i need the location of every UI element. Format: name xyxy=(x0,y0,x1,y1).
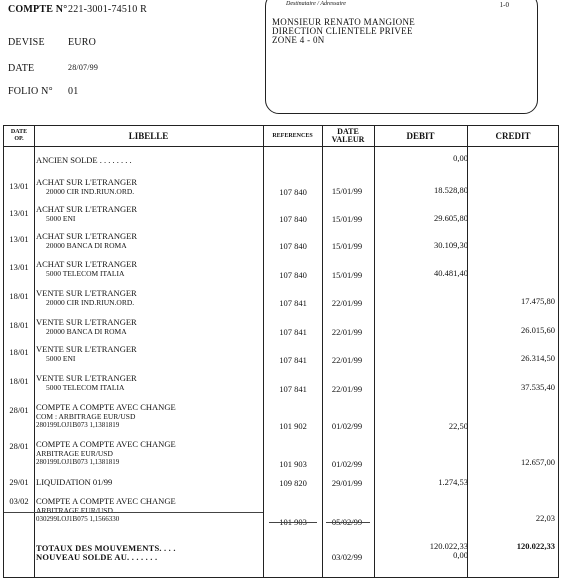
row-value-date: 29/01/99 xyxy=(331,478,363,488)
row-debit: 40.481,40 xyxy=(434,268,468,278)
statement-date-value: 28/07/99 xyxy=(68,63,99,72)
row-value-date: 15/01/99 xyxy=(331,214,363,224)
totals-credit: 120.022,33 xyxy=(516,541,555,551)
row-value-date: 01/02/99 xyxy=(331,459,363,469)
address-line-3: ZONE 4 - 0N xyxy=(272,35,325,45)
row-value-date: 15/01/99 xyxy=(331,186,363,196)
statement-date-label: DATE xyxy=(8,63,35,74)
currency xyxy=(8,37,97,48)
transactions-table xyxy=(3,125,559,578)
col-divider xyxy=(34,126,35,577)
totals-label: TOTAUX DES MOUVEMENTS. . . . xyxy=(36,543,176,553)
row-description: ACHAT SUR L'ETRANGER xyxy=(36,231,138,241)
currency-value: EURO xyxy=(68,37,97,48)
row-description: VENTE SUR L'ETRANGER xyxy=(36,373,137,383)
recipient-tag: Destinataire / Adressaire xyxy=(286,1,346,7)
col-header-date-valeur: DATE VALEUR xyxy=(331,127,365,144)
row-reference: 107 841 xyxy=(279,384,307,394)
account-number xyxy=(8,4,148,15)
col-header-references: REFERENCES xyxy=(272,132,313,139)
folio-label: FOLIO N° xyxy=(8,86,53,97)
row-description: COMPTE A COMPTE AVEC CHANGE xyxy=(36,439,176,449)
row-description-detail: 5000 ENI xyxy=(46,354,76,363)
row-reference: 101 902 xyxy=(279,421,307,431)
account-number-value: 221-3001-74510 R xyxy=(68,4,148,15)
row-date: 18/01 xyxy=(9,376,29,386)
row-debit: 29.605,80 xyxy=(434,213,468,223)
row-description-detail: COM : ARBITRAGE EUR/USD xyxy=(36,412,136,421)
row-description-detail: ARBITRAGE EUR/USD xyxy=(36,506,113,515)
row-credit: 26.015,60 xyxy=(521,325,555,335)
row-credit: 22,03 xyxy=(535,513,555,523)
new-balance-label: NOUVEAU SOLDE AU. . . . . . . xyxy=(36,552,158,562)
row-value-date: 22/01/99 xyxy=(331,355,363,365)
statement-date xyxy=(8,63,99,74)
row-date: 28/01 xyxy=(9,441,29,451)
row-description-ref: 030299LOJ1B075 1,1566330 xyxy=(36,515,120,523)
new-balance-date: 03/02/99 xyxy=(331,552,363,562)
row-date: 13/01 xyxy=(9,181,29,191)
row-description: LIQUIDATION 01/99 xyxy=(36,477,113,487)
row-date: 13/01 xyxy=(9,262,29,272)
new-balance-debit: 0,00 xyxy=(453,550,468,560)
col-header-debit: DEBIT xyxy=(406,130,435,141)
separator-line xyxy=(326,522,370,523)
folio-value: 01 xyxy=(68,86,79,97)
col-header-credit: CREDIT xyxy=(495,130,531,141)
row-credit: 17.475,80 xyxy=(521,296,555,306)
row-description: COMPTE A COMPTE AVEC CHANGE xyxy=(36,402,176,412)
opening-balance-debit: 0,00 xyxy=(453,153,468,163)
row-description: ACHAT SUR L'ETRANGER xyxy=(36,204,138,214)
row-credit: 26.314,50 xyxy=(521,353,555,363)
row-reference: 107 841 xyxy=(279,355,307,365)
folio xyxy=(8,86,79,97)
row-credit: 12.657,00 xyxy=(521,457,555,467)
row-debit: 22,50 xyxy=(448,421,468,431)
row-value-date: 22/01/99 xyxy=(331,327,363,337)
row-description: COMPTE A COMPTE AVEC CHANGE xyxy=(36,496,176,506)
row-value-date: 22/01/99 xyxy=(331,298,363,308)
row-reference: 107 840 xyxy=(279,187,307,197)
row-description-ref: 280199LOJ1B073 1,1381819 xyxy=(36,458,120,466)
row-reference: 101 903 xyxy=(279,517,307,527)
row-value-date: 05/02/99 xyxy=(331,517,363,527)
row-reference: 107 840 xyxy=(279,214,307,224)
row-date: 13/01 xyxy=(9,208,29,218)
row-description: VENTE SUR L'ETRANGER xyxy=(36,344,137,354)
row-description-detail: 20000 CIR IND.RIUN.ORD. xyxy=(46,187,135,196)
row-description-detail: 5000 TELECOM ITALIA xyxy=(46,269,125,278)
col-header-date-op: DATE OP. xyxy=(10,129,28,142)
row-date: 13/01 xyxy=(9,234,29,244)
row-description-detail: 5000 ENI xyxy=(46,214,76,223)
row-description: ACHAT SUR L'ETRANGER xyxy=(36,259,138,269)
row-reference: 101 903 xyxy=(279,459,307,469)
row-debit: 18.528,80 xyxy=(434,185,468,195)
row-date: 18/01 xyxy=(9,347,29,357)
page-number: 1-0 xyxy=(499,1,509,9)
address-line-1: MONSIEUR RENATO MANGIONE xyxy=(272,17,416,27)
row-date: 28/01 xyxy=(9,405,29,415)
opening-balance-label: ANCIEN SOLDE . . . . . . . . xyxy=(36,155,132,165)
row-debit: 1.274,53 xyxy=(438,477,468,487)
col-divider xyxy=(374,126,375,577)
row-credit: 37.535,40 xyxy=(521,382,555,392)
col-header-libelle: LIBELLE xyxy=(128,130,169,141)
row-reference: 107 840 xyxy=(279,270,307,280)
row-description-ref: 280199LOJ1B073 1,1381819 xyxy=(36,421,120,429)
row-date: 03/02 xyxy=(9,496,29,506)
row-description: VENTE SUR L'ETRANGER xyxy=(36,317,137,327)
row-date: 29/01 xyxy=(9,477,29,487)
row-date: 18/01 xyxy=(9,291,29,301)
row-description: ACHAT SUR L'ETRANGER xyxy=(36,177,138,187)
row-description-detail: ARBITRAGE EUR/USD xyxy=(36,449,113,458)
separator-line xyxy=(269,522,317,523)
row-reference: 109 820 xyxy=(279,478,307,488)
account-number-label: COMPTE N° xyxy=(8,4,68,15)
row-value-date: 15/01/99 xyxy=(331,241,363,251)
row-description-detail: 20000 BANCA DI ROMA xyxy=(46,241,127,250)
row-value-date: 15/01/99 xyxy=(331,270,363,280)
row-reference: 107 841 xyxy=(279,298,307,308)
row-value-date: 22/01/99 xyxy=(331,384,363,394)
row-description-detail: 5000 TELECOM ITALIA xyxy=(46,383,125,392)
currency-label: DEVISE xyxy=(8,37,45,48)
row-description-detail: 20000 CIR IND.RIUN.ORD. xyxy=(46,298,135,307)
recipient-address-box xyxy=(265,0,538,114)
separator-line xyxy=(4,512,263,513)
row-reference: 107 841 xyxy=(279,327,307,337)
row-description: VENTE SUR L'ETRANGER xyxy=(36,288,137,298)
row-reference: 107 840 xyxy=(279,241,307,251)
row-value-date: 01/02/99 xyxy=(331,421,363,431)
row-date: 18/01 xyxy=(9,320,29,330)
row-debit: 30.109,30 xyxy=(434,240,468,250)
row-description-detail: 20000 BANCA DI ROMA xyxy=(46,327,127,336)
header-divider xyxy=(4,146,558,147)
address-line-2: DIRECTION CLIENTELE PRIVEE xyxy=(272,26,413,36)
totals-debit: 120.022,33 xyxy=(429,541,468,551)
